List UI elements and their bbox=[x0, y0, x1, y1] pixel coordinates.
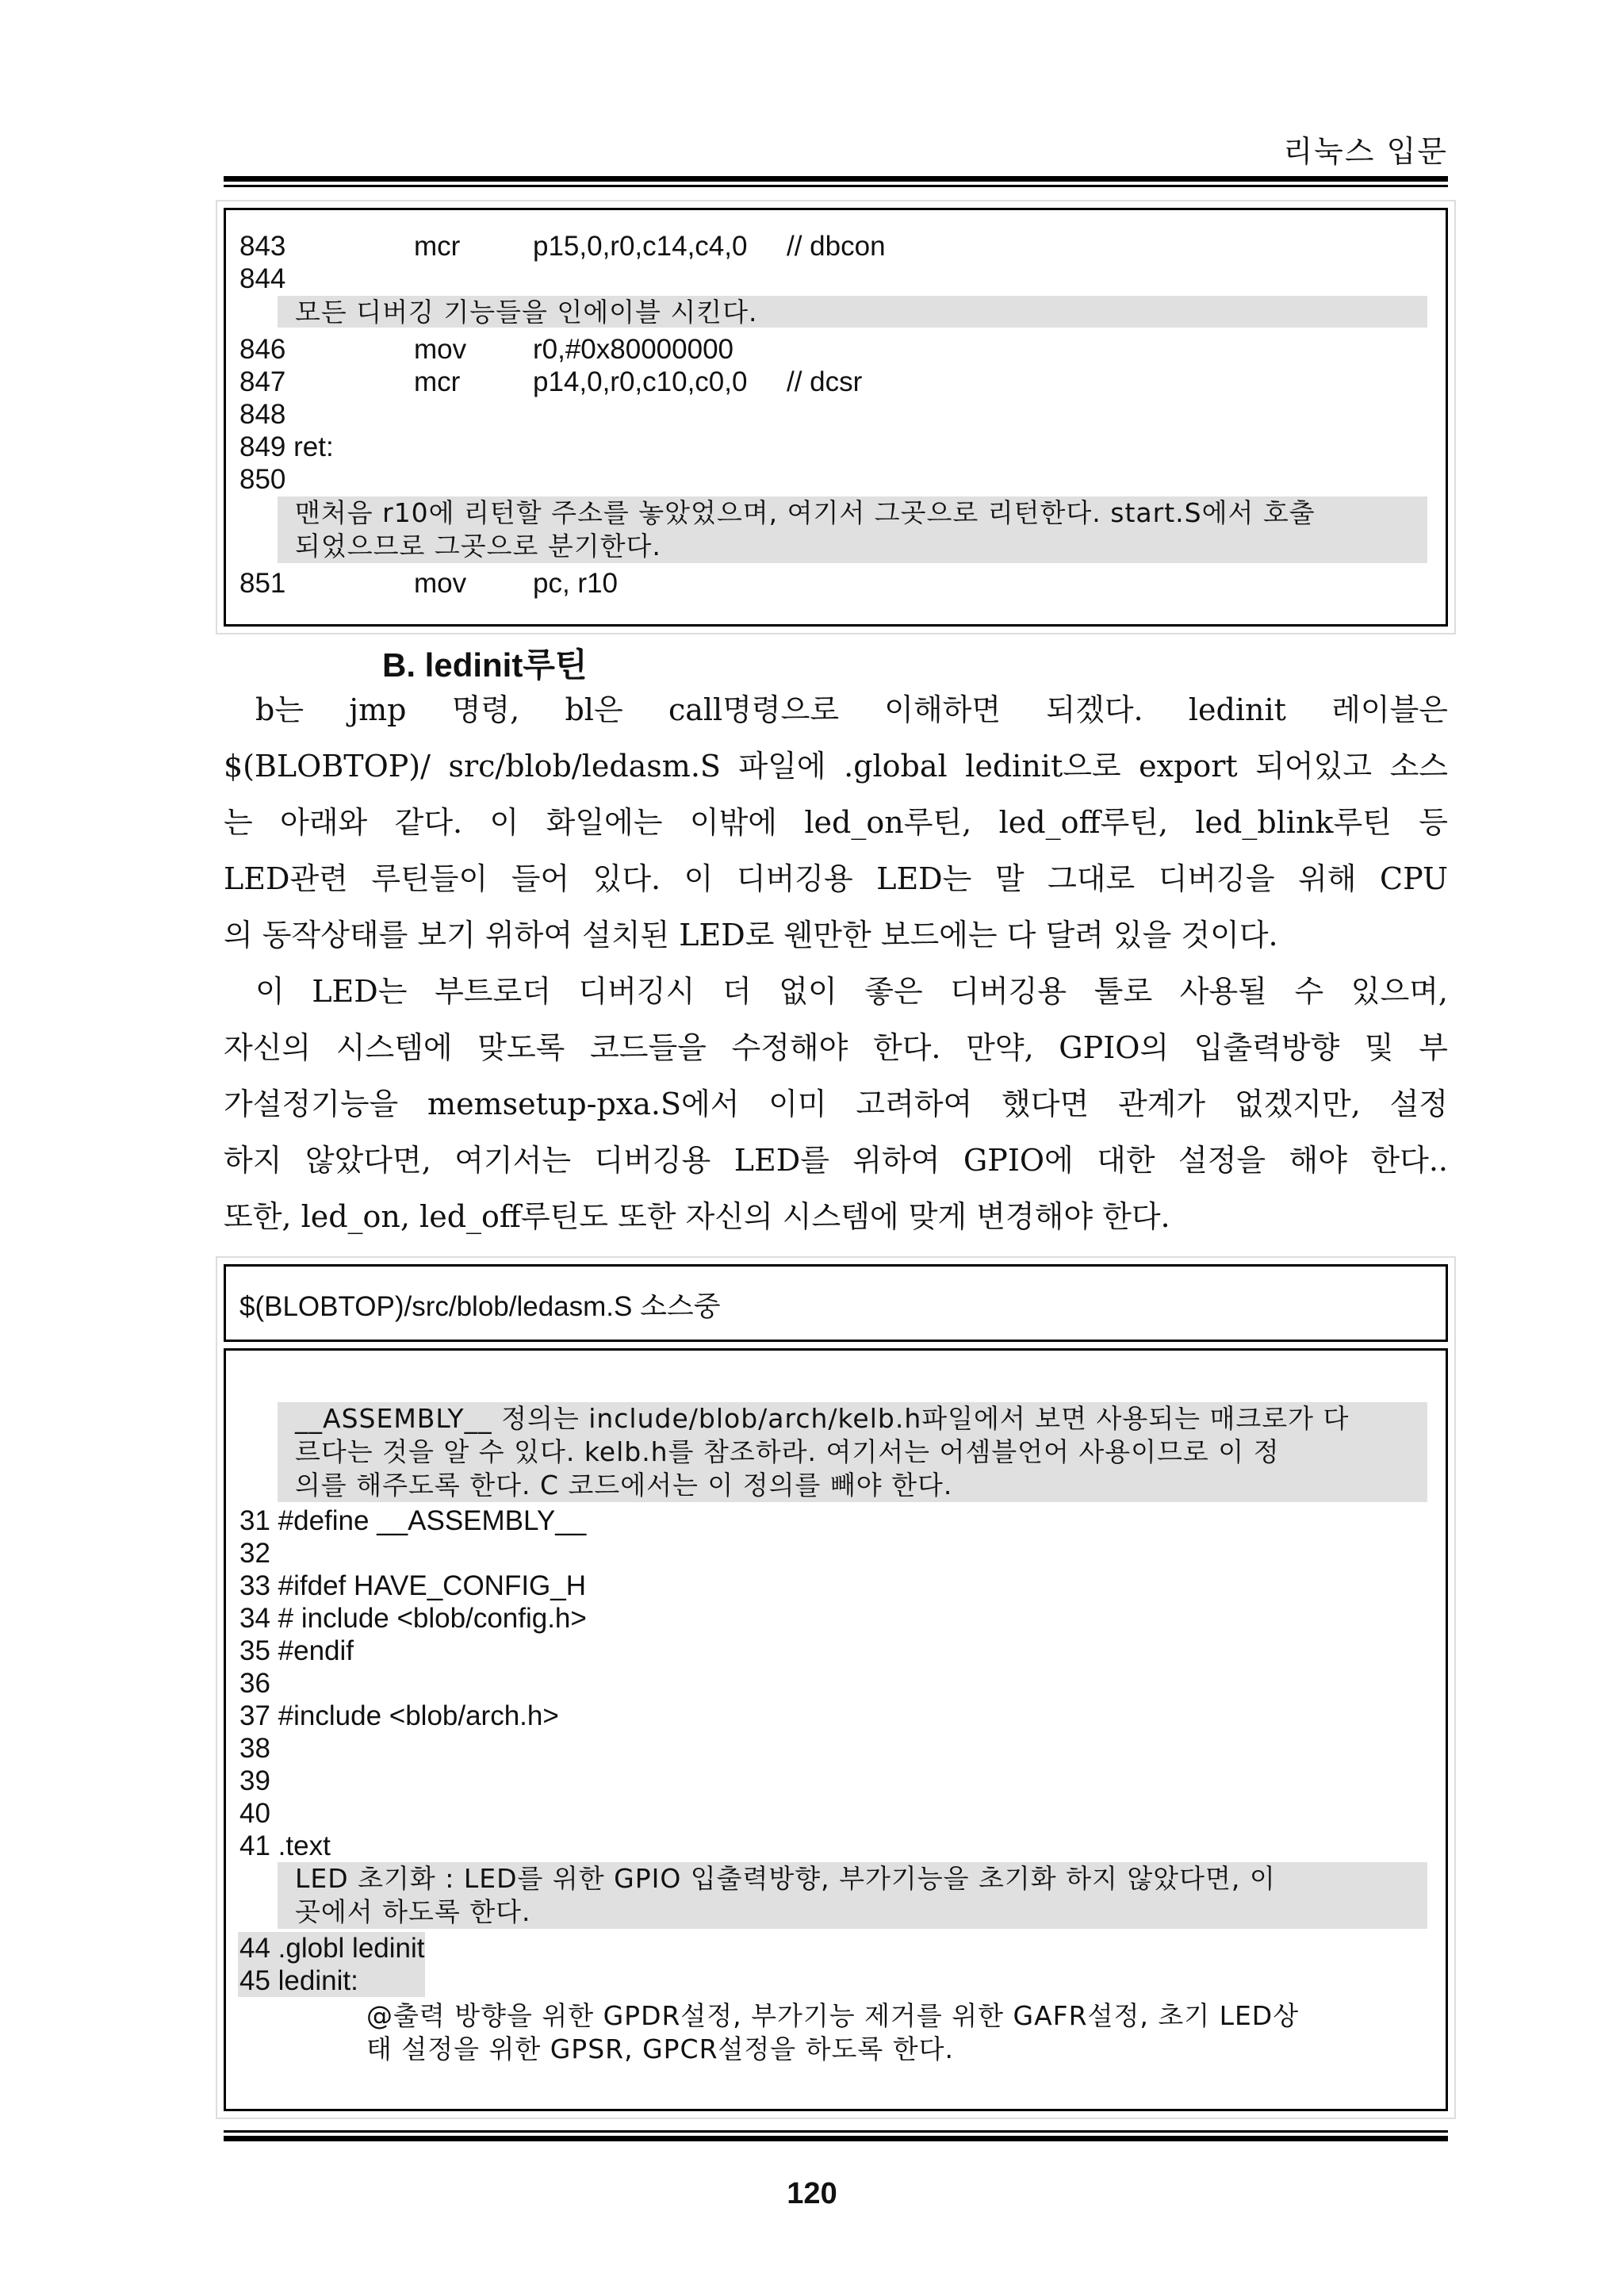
paragraph-line: $(BLOBTOP)/ src/blob/ledasm.S 파일에 .global ledinit으로 export 되어있고 소스 bbox=[224, 749, 1448, 784]
code-line-850: 850 bbox=[239, 464, 286, 495]
code-note: __ASSEMBLY__ 정의는 include/blob/arch/kelb.h파일에서 보면 사용되는 매크로가 다 bbox=[295, 1403, 1350, 1434]
code-line: 38 bbox=[239, 1733, 270, 1764]
code-line-851: 851 mov pc, r10 bbox=[239, 568, 618, 599]
code-line-846: 846 mov r0,#0x80000000 bbox=[239, 334, 733, 365]
code-line: 39 bbox=[239, 1765, 270, 1796]
code-line: 35 #endif bbox=[239, 1635, 354, 1666]
code-line: 33 #ifdef HAVE_CONFIG_H bbox=[239, 1570, 587, 1601]
code-note-2-line-1: 맨처음 r10에 리턴할 주소를 놓았었으며, 여기서 그곳으로 리턴한다. start.S에서 호출 bbox=[295, 497, 1316, 528]
footer-rule-thick bbox=[224, 2136, 1448, 2141]
code-line-843: 843 mcr p15,0,r0,c14,c4,0 // dbcon bbox=[239, 231, 886, 262]
code-line-848: 848 bbox=[239, 399, 286, 430]
code-box-2-title: $(BLOBTOP)/src/blob/ledasm.S 소스중 bbox=[239, 1291, 721, 1322]
footer-rule-thin bbox=[224, 2130, 1448, 2133]
paragraph-line: b는 jmp 명령, bl은 call명령으로 이해하면 되겠다. ledinit 레이블은 bbox=[255, 692, 1448, 727]
code-note: 곳에서 하도록 한다. bbox=[295, 1896, 531, 1927]
code-line: 45 ledinit: bbox=[239, 1965, 358, 1996]
code-line-849: 849 ret: bbox=[239, 431, 334, 462]
code-line: 32 bbox=[239, 1538, 270, 1569]
code-note-2-line-2: 되었으므로 그곳으로 분기한다. bbox=[295, 531, 661, 562]
paragraph-line: 또한, led_on, led_off루틴도 또한 자신의 시스템에 맞게 변경해야 한다. bbox=[224, 1199, 1170, 1234]
code-line-847: 847 mcr p14,0,r0,c10,c0,0 // dcsr bbox=[239, 366, 863, 397]
code-note: 태 설정을 위한 GPSR, GPCR설정을 하도록 한다. bbox=[366, 2033, 955, 2064]
paragraph-line: 이 LED는 부트로더 디버깅시 더 없이 좋은 디버깅용 툴로 사용될 수 있으며, bbox=[255, 974, 1448, 1009]
paragraph-line: LED관련 루틴들이 들어 있다. 이 디버깅용 LED는 말 그대로 디버깅을 위해 CPU bbox=[224, 861, 1448, 896]
code-line-844: 844 bbox=[239, 263, 286, 294]
code-note: 의를 해주도록 한다. C 코드에서는 이 정의를 빼야 한다. bbox=[295, 1470, 953, 1501]
code-note: 르다는 것을 알 수 있다. kelb.h를 참조하라. 여기서는 어셈블언어 사용이므로 이 정 bbox=[295, 1436, 1280, 1467]
section-title: B. ledinit루틴 bbox=[382, 646, 588, 684]
paragraph-line: 의 동작상태를 보기 위하여 설치된 LED로 웬만한 보드에는 다 달려 있을 것이다. bbox=[224, 918, 1278, 953]
paragraph-line: 하지 않았다면, 여기서는 디버깅용 LED를 위하여 GPIO에 대한 설정을 해야 한다.. bbox=[224, 1143, 1448, 1178]
code-line: 44 .globl ledinit bbox=[239, 1933, 425, 1964]
paragraph-line: 자신의 시스템에 맞도록 코드들을 수정해야 한다. 만약, GPIO의 입출력방향 및 부 bbox=[224, 1030, 1448, 1065]
code-note-1: 모든 디버깅 기능들을 인에이블 시킨다. bbox=[295, 297, 758, 328]
code-note: LED 초기화 : LED를 위한 GPIO 입출력방향, 부가기능을 초기화 하지 않았다면, 이 bbox=[295, 1863, 1276, 1894]
code-line: 37 #include <blob/arch.h> bbox=[239, 1700, 559, 1731]
page-number: 120 bbox=[787, 2177, 837, 2210]
code-note: @출력 방향을 위한 GPDR설정, 부가기능 제거를 위한 GAFR설정, 초기 LED상 bbox=[366, 2000, 1300, 2031]
header-rule-thin bbox=[224, 185, 1448, 187]
paragraph-line: 가설정기능을 memsetup-pxa.S에서 이미 고려하여 했다면 관계가 없겠지만, 설정 bbox=[224, 1087, 1448, 1121]
paragraph-line: 는 아래와 같다. 이 화일에는 이밖에 led_on루틴, led_off루틴, led_blink루틴 등 bbox=[224, 805, 1448, 840]
code-line: 36 bbox=[239, 1668, 270, 1699]
code-line: 31 #define __ASSEMBLY__ bbox=[239, 1505, 587, 1536]
header-title: 리눅스 입문 bbox=[1283, 134, 1448, 169]
code-line: 34 # include <blob/config.h> bbox=[239, 1603, 587, 1634]
code-line: 41 .text bbox=[239, 1830, 331, 1861]
header-rule-thick bbox=[224, 176, 1448, 182]
code-line: 40 bbox=[239, 1798, 270, 1829]
code-box-1 bbox=[224, 208, 1448, 627]
